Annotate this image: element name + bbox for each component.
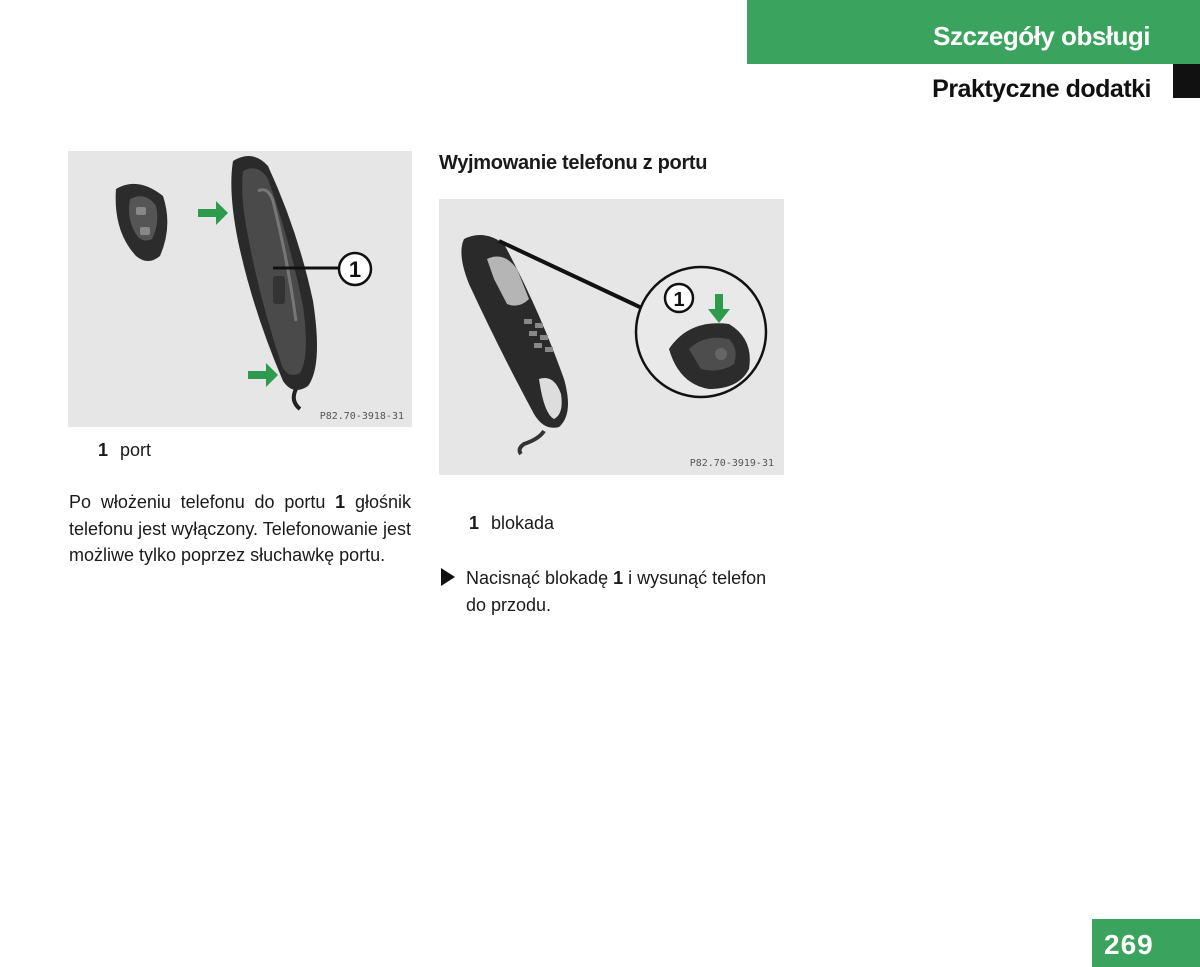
legend-label: port bbox=[120, 440, 152, 460]
instruction-ref-number: 1 bbox=[613, 568, 624, 588]
callout-number: 1 bbox=[673, 289, 685, 311]
subsection-title: Praktyczne dodatki bbox=[932, 75, 1151, 103]
figure-phone-in-port bbox=[68, 151, 412, 427]
instruction-text-part: i wysunąć telefon do przodu. bbox=[466, 568, 767, 615]
callout-number: 1 bbox=[348, 257, 362, 282]
instruction-text bbox=[466, 565, 784, 618]
paragraph-ref-number: 1 bbox=[335, 492, 346, 512]
instruction-text-part: Nacisnąć blokadę bbox=[466, 568, 614, 588]
figure-code: P82.70-3919-31 bbox=[689, 458, 774, 469]
chapter-thumb-tab bbox=[1173, 64, 1200, 98]
figure-code: P82.70-3918-31 bbox=[319, 411, 404, 422]
figure-legend bbox=[469, 513, 554, 534]
instruction-step bbox=[439, 565, 784, 618]
legend-label: blokada bbox=[491, 513, 555, 533]
green-arrow-icon bbox=[248, 363, 278, 387]
figure-legend bbox=[98, 440, 151, 461]
legend-number: 1 bbox=[98, 440, 109, 460]
figure-phone-removal bbox=[439, 199, 784, 475]
section-title: Szczegóły obsługi bbox=[933, 21, 1150, 51]
bullet-triangle-icon bbox=[441, 568, 455, 586]
body-paragraph bbox=[69, 489, 411, 569]
key-fob-illustration bbox=[116, 184, 168, 261]
green-arrow-icon bbox=[198, 201, 228, 225]
paragraph-text: głośnik telefonu jest wyłączony. Telefonowanie jest możliwe tylko poprzez słuchawkę portu. bbox=[69, 492, 411, 565]
paragraph-text: Po włożeniu telefonu do portu bbox=[69, 492, 336, 512]
legend-number: 1 bbox=[469, 513, 480, 533]
section-heading: Wyjmowanie telefonu z portu bbox=[439, 152, 708, 174]
page-number: 269 bbox=[1104, 929, 1154, 960]
handset-illustration bbox=[231, 156, 317, 409]
